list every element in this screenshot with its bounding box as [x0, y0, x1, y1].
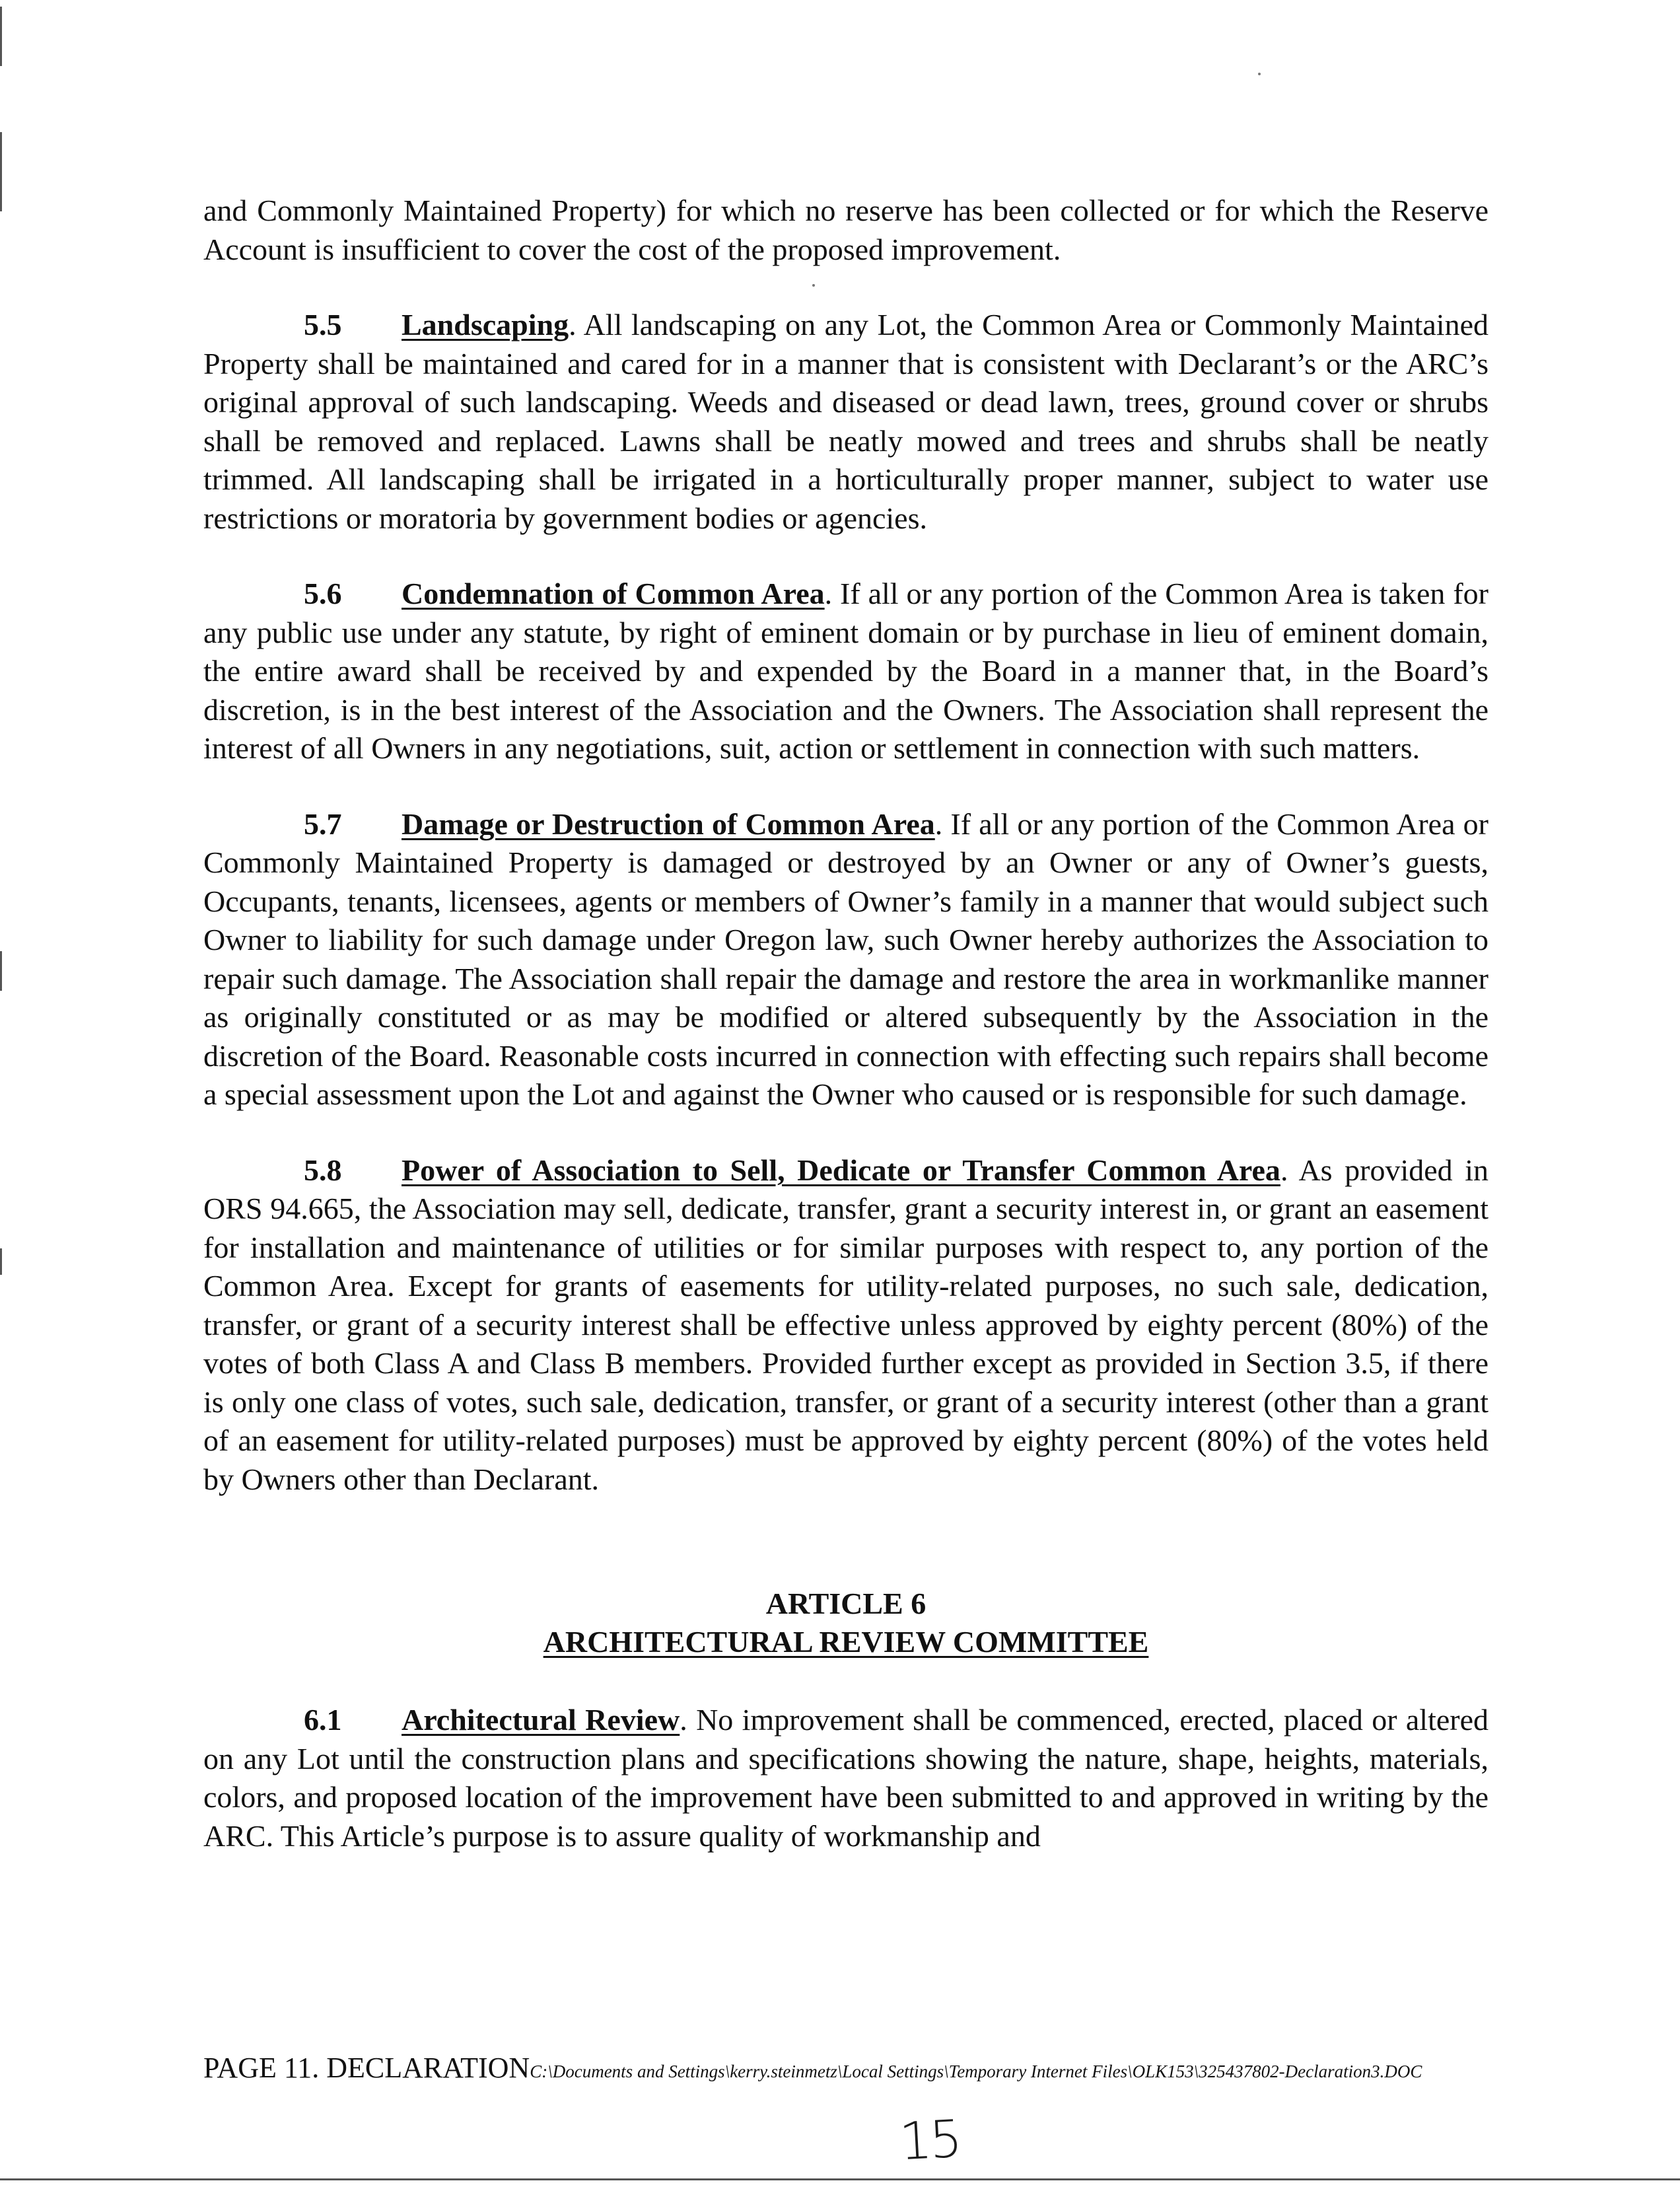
scan-edge-mark	[0, 951, 2, 991]
footer-file-path: C:\Documents and Settings\kerry.steinmetz\Local Settings\Temporary Internet Files\OLK153\325437802-Declaration3.DOC	[530, 2062, 1422, 2081]
handwritten-page-number: 15	[897, 2109, 962, 2172]
section-5-8	[203, 1151, 1488, 1499]
section-number: 5.8	[304, 1153, 342, 1187]
section-text: . As provided in ORS 94.665, the Association may sell, dedicate, transfer, grant a security interest in, or grant an easement for installation and maintenance of utilities or for similar purposes with respect to, any portion of the Common Area. Except for grants of easements for utility-related purposes, no such sale, dedication, transfer, or grant of a security interest shall be effective unless approved by eighty percent (80%) of the votes of both Class A and Class B members. Provided further except as provided in Section 3.5, if there is only one class of votes, such sale, dedication, transfer, or grant of a security interest (other than a grant of an easement for utility-related purposes) must be approved by eighty percent (80%) of the votes held by Owners other than Declarant.	[203, 1153, 1488, 1496]
section-text: . No improvement shall be commenced, erected, placed or altered on any Lot until the construction plans and specifications showing the nature, shape, heights, materials, colors, and proposed location of the improvement have been submitted to and approved in writing by the ARC. This Article’s purpose is to assure quality of workmanship and	[203, 1703, 1489, 1853]
scan-edge-mark	[0, 1248, 2, 1275]
section-number: 5.7	[304, 807, 342, 841]
article-title: ARCHITECTURAL REVIEW COMMITTEE	[543, 1625, 1149, 1659]
section-heading: Damage or Destruction of Common Area	[402, 807, 935, 841]
section-text: . If all or any portion of the Common Area is taken for any public use under any statute, by right of eminent domain or by purchase in lieu of eminent domain, the entire award shall be received by and expended by the Board in a manner that, in the Board’s discretion, is in the best interest of the Association and the Owners. The Association shall represent the interest of all Owners in any negotiations, suit, action or settlement in connection with such matters.	[203, 577, 1488, 765]
section-5-7	[203, 805, 1488, 1114]
intro-paragraph: and Commonly Maintained Property) for which no reserve has been collected or for which the Reserve Account is insufficient to cover the cost of the proposed improvement.	[203, 194, 1488, 266]
scan-bottom-edge	[0, 2178, 1680, 2180]
article-label: ARTICLE 6	[765, 1587, 927, 1620]
article-6-heading	[203, 1585, 1488, 1661]
section-6-1	[203, 1701, 1488, 1855]
section-heading: Power of Association to Sell, Dedicate or Transfer Common Area	[402, 1153, 1280, 1187]
scan-speck	[1258, 73, 1261, 75]
scan-edge-mark	[0, 132, 2, 211]
section-number: 5.5	[304, 308, 342, 341]
scan-edge-mark	[0, 7, 2, 66]
section-text: . All landscaping on any Lot, the Common Area or Commonly Maintained Property shall be maintained and cared for in a manner that is consistent with Declarant’s or the ARC’s original approval of such landscaping. Weeds and diseased or dead lawn, trees, ground cover or shrubs shall be removed and replaced. Lawns shall be neatly mowed and trees and shrubs shall be neatly trimmed. All landscaping shall be irrigated in a horticulturally proper manner, subject to water use restrictions or moratoria by government bodies or agencies.	[203, 308, 1488, 535]
section-heading: Condemnation of Common Area	[402, 577, 825, 610]
section-5-5	[203, 306, 1488, 538]
section-text: . If all or any portion of the Common Area or Commonly Maintained Property is damaged or destroyed by an Owner or any of Owner’s guests, Occupants, tenants, licensees, agents or members of Owner’s family in a manner that would subject such Owner to liability for such damage under Oregon law, such Owner hereby authorizes the Association to repair such damage. The Association shall repair the damage and restore the area in workmanlike manner as originally constituted or as may be modified or altered subsequently by the Association in the discretion of the Board. Reasonable costs incurred in connection with effecting such repairs shall become a special assessment upon the Lot and against the Owner who caused or is responsible for such damage.	[203, 807, 1488, 1111]
section-heading: Landscaping	[402, 308, 569, 341]
page-footer	[203, 2051, 1590, 2085]
section-number: 6.1	[304, 1703, 342, 1737]
section-number: 5.6	[304, 577, 342, 610]
section-5-6	[203, 575, 1488, 768]
section-heading: Architectural Review	[402, 1703, 680, 1737]
footer-label: PAGE 11. DECLARATION	[203, 2052, 530, 2084]
document-body	[203, 192, 1488, 1892]
